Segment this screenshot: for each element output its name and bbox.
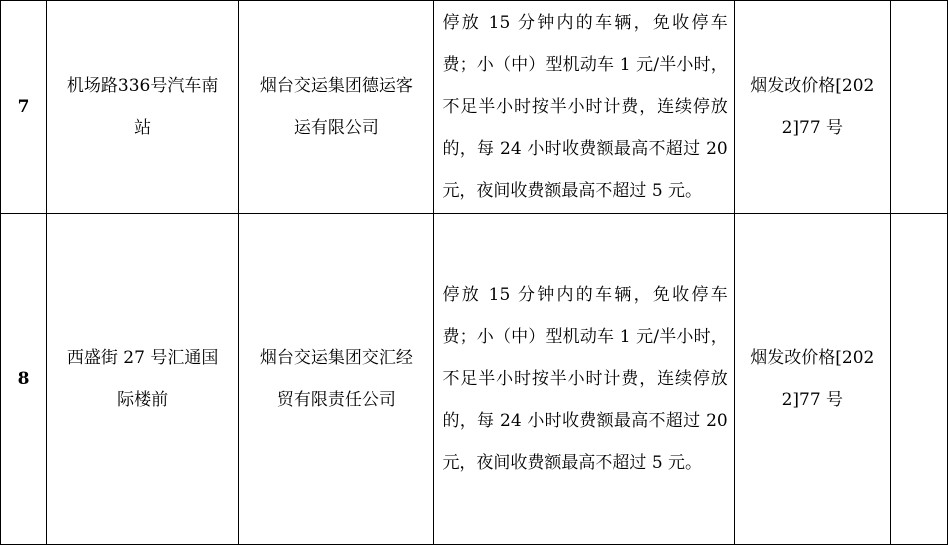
table-row [1,214,948,545]
extra-cell [890,214,947,545]
extra-cell [890,1,947,214]
location-cell [47,214,239,545]
charge-rule-text: 停放 15 分钟内的车辆，免收停车费；小（中）型机动车 1 元/半小时，不足半小时按半小时计费，连续停放的，每 24 小时收费额最高不超过 20 元，夜间收费额最高不超过 5 元。 [442,13,728,201]
row-number: 8 [1,214,47,545]
table-row [1,1,948,214]
charge-rule-text: 停放 15 分钟内的车辆，免收停车费；小（中）型机动车 1 元/半小时，不足半小时按半小时计费，连续停放的，每 24 小时收费额最高不超过 20 元，夜间收费额最高不超过 5 元。 [442,285,728,473]
document-text: 烟发改价格[2022]77 号 [750,76,875,138]
charge-rule-cell [434,1,734,214]
operator-cell [239,1,434,214]
location-text: 机场路336号汽车南站 [66,76,219,138]
location-cell [47,1,239,214]
charge-rule-cell [434,214,734,545]
row-number: 7 [1,1,47,214]
document-cell [734,1,890,214]
document-text: 烟发改价格[2022]77 号 [750,348,875,410]
operator-text: 烟台交运集团交汇经贸有限责任公司 [259,348,413,410]
operator-cell [239,214,434,545]
document-cell [734,214,890,545]
location-text: 西盛街 27 号汇通国际楼前 [66,348,219,410]
operator-text: 烟台交运集团德运客运有限公司 [259,76,413,138]
